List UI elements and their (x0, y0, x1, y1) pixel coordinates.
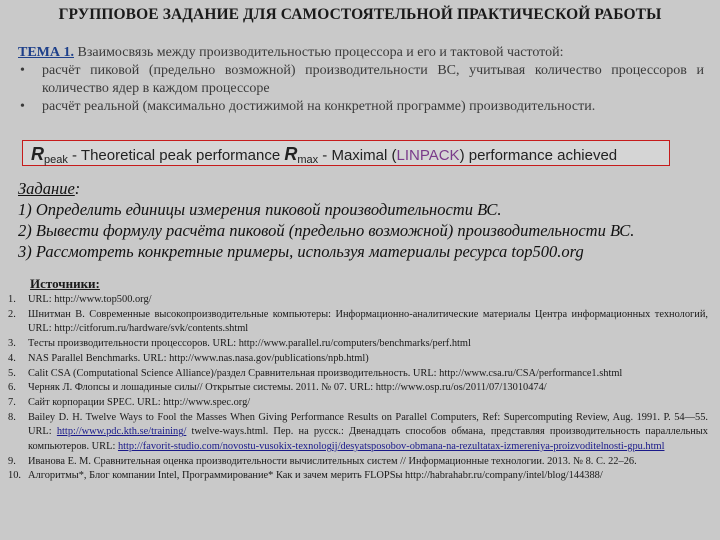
topic-bullet-2 (18, 98, 704, 116)
reference-text: twelve-ways.html. Пер. на русск.: Двенадцать способов обмана, представляя производительность параллельных компьютеров. URL: (28, 426, 708, 453)
rmax-symbol: R (284, 144, 298, 164)
reference-item (4, 308, 708, 337)
rmax-subscript: max (297, 154, 319, 166)
rmax-text-before: - Maximal ( (318, 147, 397, 164)
topic-label: ТЕМА 1. (18, 45, 74, 60)
task-item-3: 3) Рассмотреть конкретные примеры, используя материалы ресурса top500.org (18, 242, 584, 261)
reference-link[interactable]: http://www.pdc.kth.se/training/ (56, 426, 187, 438)
performance-definition-box (22, 140, 670, 166)
task-section (18, 178, 708, 262)
reference-item (4, 293, 708, 308)
reference-item (4, 352, 708, 367)
reference-number: 2. (8, 308, 16, 320)
task-heading-text: Задание (18, 179, 75, 198)
reference-number: 3. (8, 338, 16, 350)
reference-item (4, 396, 708, 411)
rpeak-text: - Theoretical peak performance (67, 147, 285, 164)
reference-text: Calit CSA (Computational Science Alliance)/раздел Сравнительная производительность. URL: http://www.csa.ru/CSA/performance1.shtml (28, 367, 623, 379)
reference-text: Шнитман В. Современные высокопроизводительные компьютеры: Информационно-аналитические материалы Центра информационных технологий, URL: http://citforum.ru/hardware/svk/contents.shtml (28, 308, 708, 335)
reference-number: 6. (8, 382, 16, 394)
task-item-1: 1) Определить единицы измерения пиковой производительности ВС. (18, 200, 502, 219)
reference-text: Алгоритмы*, Блог компании Intel, Программирование* Как и зачем мерить FLOPSы http://habrahabr.ru/company/intel/blog/144388/ (28, 470, 603, 482)
sources-heading: Источники: (30, 276, 100, 291)
reference-number: 8. (8, 411, 16, 423)
reference-number: 5. (8, 367, 16, 379)
reference-number: 10. (8, 470, 21, 482)
references-list (4, 293, 708, 484)
reference-text: Черняк Л. Флопсы и лошадиные силы// Открытые системы. 2011. № 07. URL: http://www.osp.ru/os/2011/07/13010474/ (28, 382, 547, 394)
topic-bullet-1 (18, 62, 704, 98)
reference-text: URL: http://www.top500.org/ (28, 294, 152, 305)
topic-text: Взаимосвязь между производительностью процессора и его и тактовой частотой: (74, 45, 564, 60)
reference-item (4, 455, 708, 470)
reference-text: NAS Parallel Benchmarks. URL: http://www.nas.nasa.gov/publications/npb.html) (28, 352, 369, 364)
reference-text: Сайт корпорации SPEC. URL: http://www.spec.org/ (28, 396, 251, 408)
topic-bullet-text: расчёт пиковой (предельно возможной) производительности ВС, учитывая количество процессоров и количество ядер в каждом процессоре (42, 63, 704, 96)
topic-bullet-text: расчёт реальной (максимально достижимой на конкретной программе) производительности. (42, 99, 596, 114)
task-heading-colon: : (74, 179, 81, 198)
reference-text: Тесты производительности процессоров. URL: http://www.parallel.ru/computers/benchmarks/perf.html (28, 338, 471, 350)
reference-number: 9. (8, 455, 16, 467)
topic-bullets (18, 62, 704, 116)
page-title: ГРУППОВОЕ ЗАДАНИЕ ДЛЯ САМОСТОЯТЕЛЬНОЙ ПРАКТИЧЕСКОЙ РАБОТЫ (58, 6, 662, 23)
reference-item (4, 411, 708, 455)
reference-link[interactable]: http://favorit-studio.com/novostu-vusokix-texnologij/desyatsposobov-obmana-na-rezultatax-izmereniya-proizvoditelnosti-gpu.html (117, 441, 665, 453)
reference-item (4, 381, 708, 396)
reference-item (4, 469, 708, 484)
bullet-icon: • (20, 99, 25, 114)
rmax-text-after: ) performance achieved (459, 147, 618, 164)
reference-number: 1. (8, 294, 16, 305)
topic-intro (18, 44, 704, 62)
rpeak-symbol: R (31, 144, 44, 164)
reference-number: 4. (8, 352, 16, 364)
reference-item (4, 367, 708, 382)
reference-item (4, 337, 708, 352)
task-item-2: 2) Вывести формулу расчёта пиковой (предельно возможной) производительности ВС. (18, 221, 635, 240)
rpeak-subscript: peak (44, 154, 68, 166)
reference-text: Иванова Е. М. Сравнительная оценка производительности вычислительных систем // Информационные технологии. 2013. № 8. С. 22–26. (28, 455, 637, 467)
bullet-icon: • (20, 63, 25, 78)
reference-text: Bailey D. H. Twelve Ways to Fool the Masses When Giving Performance Results on Parallel Computers, Ref: Supercomputing Review, Aug. 1991. P. 54—55. URL: (28, 411, 708, 438)
task-heading (18, 178, 708, 199)
linpack-label: LINPACK (396, 147, 460, 164)
topic-section (18, 44, 704, 116)
reference-number: 7. (8, 396, 16, 408)
